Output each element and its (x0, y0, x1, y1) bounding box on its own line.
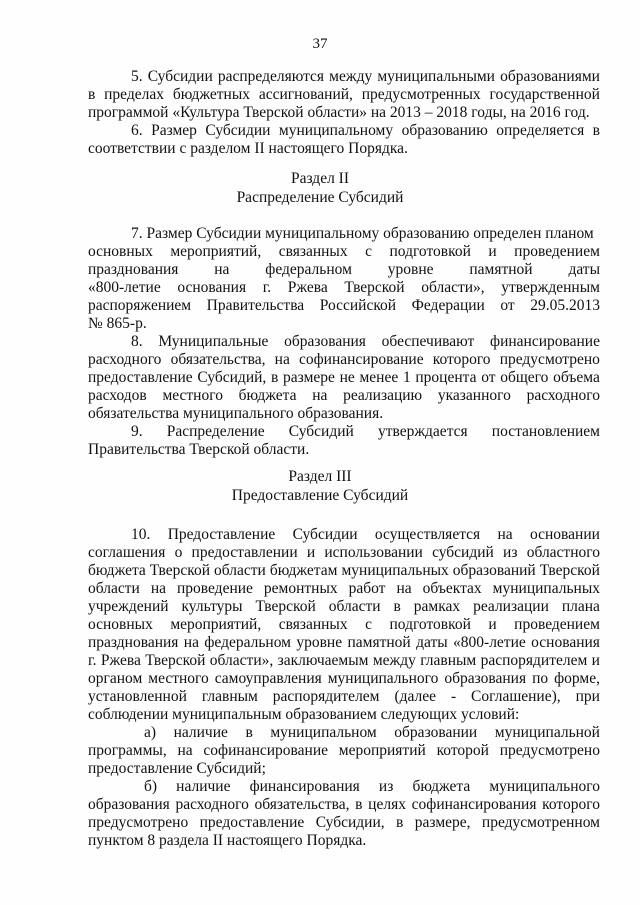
text-line: празднования на федеральном уровне памятной даты «800-летие основания (88, 634, 600, 651)
section-subheading: Предоставление Субсидий (231, 487, 409, 504)
text-line: б) наличие финансирования из бюджета муниципального (144, 778, 600, 795)
text-line: расходов местного бюджета на реализацию указанного расходного (88, 387, 600, 404)
page-number: 37 (312, 36, 328, 52)
section-subheading: Распределение Субсидий (236, 189, 404, 206)
text-line: основных мероприятий, связанных с подготовкой и проведением (88, 616, 600, 633)
text-line: пунктом 8 раздела II настоящего Порядка. (88, 832, 367, 849)
text-line: соблюдении муниципальным образованием следующих условий: (88, 706, 520, 723)
text-line: предусмотрено предоставление Субсидии, в размере, предусмотренном (88, 814, 600, 831)
text-line: соответствии с разделом II настоящего Порядка. (88, 140, 408, 157)
text-line: распоряжением Правительства Российской Федерации от 29.05.2013 (88, 297, 600, 314)
text-line: программы, на софинансирование мероприятий которой предусмотрено (88, 742, 600, 759)
text-line: № 865-р. (88, 315, 147, 332)
text-line: в пределах бюджетных ассигнований, предусмотренных государственной (88, 86, 600, 103)
text-line: программой «Культура Тверской области» на 2013 – 2018 годы, на 2016 год. (88, 104, 590, 121)
text-line: предоставление Субсидий, в размере не менее 1 процента от общего объема (88, 369, 600, 386)
section-heading: Раздел II (290, 170, 350, 187)
text-line: образования расходного обязательства, в целях софинансирования которого (88, 796, 600, 813)
text-line: основных мероприятий, связанных с подготовкой и проведением (88, 243, 600, 260)
text-line: 8. Муниципальные образования обеспечивают финансирование (131, 333, 600, 350)
text-line: области на проведение ремонтных работ на объектах муниципальных (88, 580, 600, 597)
text-line: 6. Размер Субсидии муниципальному образованию определяется в (131, 122, 600, 139)
text-line: органом местного самоуправления муниципального образования по форме, (88, 670, 600, 687)
text-line: «800-летие основания г. Ржева Тверской области», утвержденным (88, 279, 600, 296)
text-line: установленной главным распорядителем (далее - Соглашение), при (88, 688, 600, 705)
text-line: 9. Распределение Субсидий утверждается постановлением (131, 423, 600, 440)
text-line: предоставление Субсидий; (88, 760, 266, 777)
text-line: бюджета Тверской области бюджетам муниципальных образований Тверской (88, 562, 600, 579)
text-line: г. Ржева Тверской области», заключаемым между главным распорядителем и (88, 652, 600, 669)
text-line: учреждений культуры Тверской области в рамках реализации плана (88, 598, 600, 615)
text-line: расходного обязательства, на софинансирование которого предусмотрено (88, 351, 600, 368)
text-line: обязательства муниципального образования. (88, 405, 384, 422)
text-line: 10. Предоставление Субсидии осуществляется на основании (131, 526, 600, 543)
text-line: 7. Размер Субсидии муниципальному образованию определен планом (131, 225, 594, 242)
text-line: Правительства Тверской области. (88, 441, 310, 458)
text-line: а) наличие в муниципальном образовании муниципальной (144, 724, 600, 741)
text-line: 5. Субсидии распределяются между муниципальными образованиями (131, 68, 600, 85)
text-line: празднования на федеральном уровне памятной даты (88, 261, 600, 278)
text-line: соглашения о предоставлении и использовании субсидий из областного (88, 544, 600, 561)
section-heading: Раздел III (288, 468, 352, 485)
